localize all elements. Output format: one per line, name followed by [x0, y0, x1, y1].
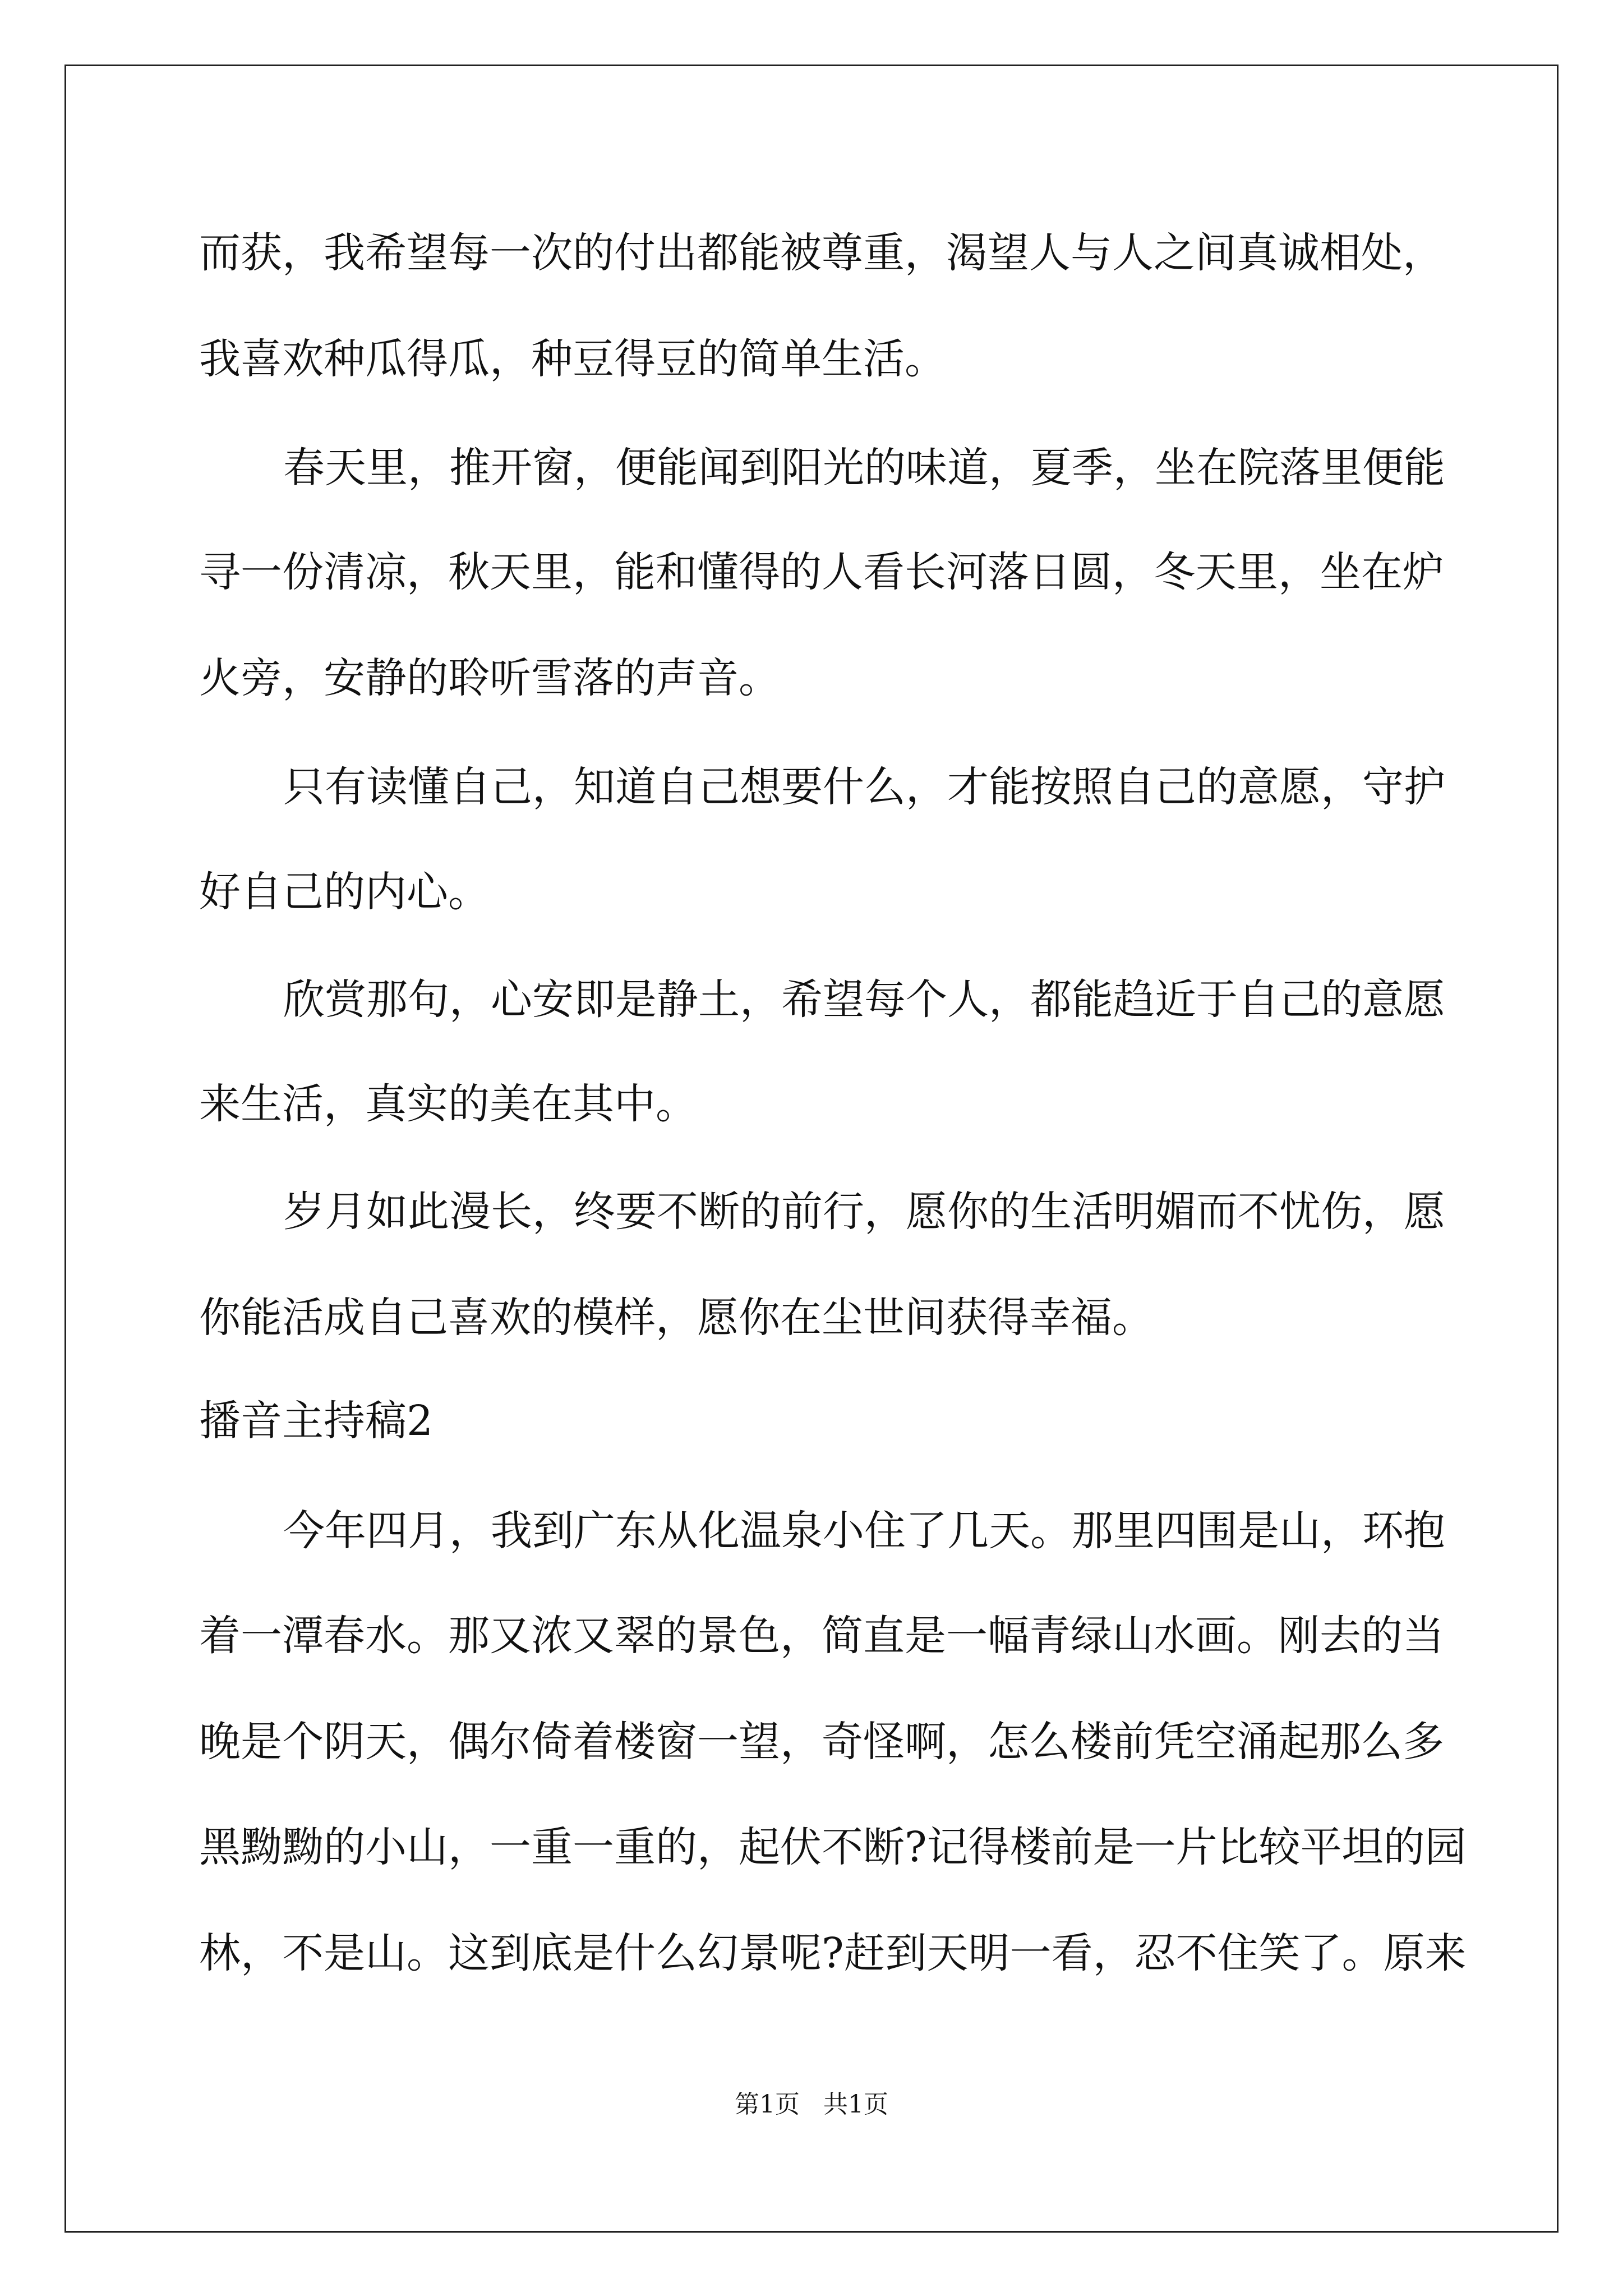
text-line: 火旁，安静的聆听雪落的声音。 — [199, 654, 780, 702]
page-footer: 第1页 共1页 — [735, 2090, 888, 2119]
text-line: 晚是个阴天，偶尔倚着楼窗一望，奇怪啊，怎么楼前凭空涌起那么多 — [199, 1718, 1444, 1766]
text-line: 来生活，真实的美在其中。 — [199, 1080, 697, 1128]
text-line: 我喜欢种瓜得瓜，种豆得豆的简单生活。 — [199, 335, 946, 383]
text-line: 你能活成自己喜欢的模样，愿你在尘世间获得幸福。 — [199, 1294, 1154, 1342]
text-line: 黑黝黝的小山，一重一重的，起伏不断?记得楼前是一片比较平坦的园 — [199, 1823, 1467, 1871]
text-line: 好自己的内心。 — [199, 868, 490, 916]
paragraph-start: 春天里，推开窗，便能闻到阳光的味道，夏季，坐在院落里便能 — [283, 444, 1445, 492]
paragraph-start: 今年四月，我到广东从化温泉小住了几天。那里四围是山，环抱 — [283, 1507, 1445, 1555]
section-heading: 播音主持稿2 — [199, 1397, 434, 1445]
paragraph-start: 岁月如此漫长，终要不断的前行，愿你的生活明媚而不忧伤，愿 — [283, 1188, 1445, 1236]
text-line: 林，不是山。这到底是什么幻景呢?赶到天明一看，忍不住笑了。原来 — [199, 1929, 1467, 1977]
text-line: 而获，我希望每一次的付出都能被尊重，渴望人与人之间真诚相处， — [199, 229, 1444, 277]
paragraph-start: 只有读懂自己，知道自己想要什么，才能按照自己的意愿，守护 — [283, 763, 1445, 811]
text-line: 寻一份清凉，秋天里，能和懂得的人看长河落日圆，冬天里，坐在炉 — [199, 548, 1444, 596]
paragraph-start: 欣赏那句，心安即是静土，希望每个人，都能趋近于自己的意愿 — [283, 976, 1445, 1024]
text-line: 着一潭春水。那又浓又翠的景色，简直是一幅青绿山水画。刚去的当 — [199, 1612, 1444, 1660]
